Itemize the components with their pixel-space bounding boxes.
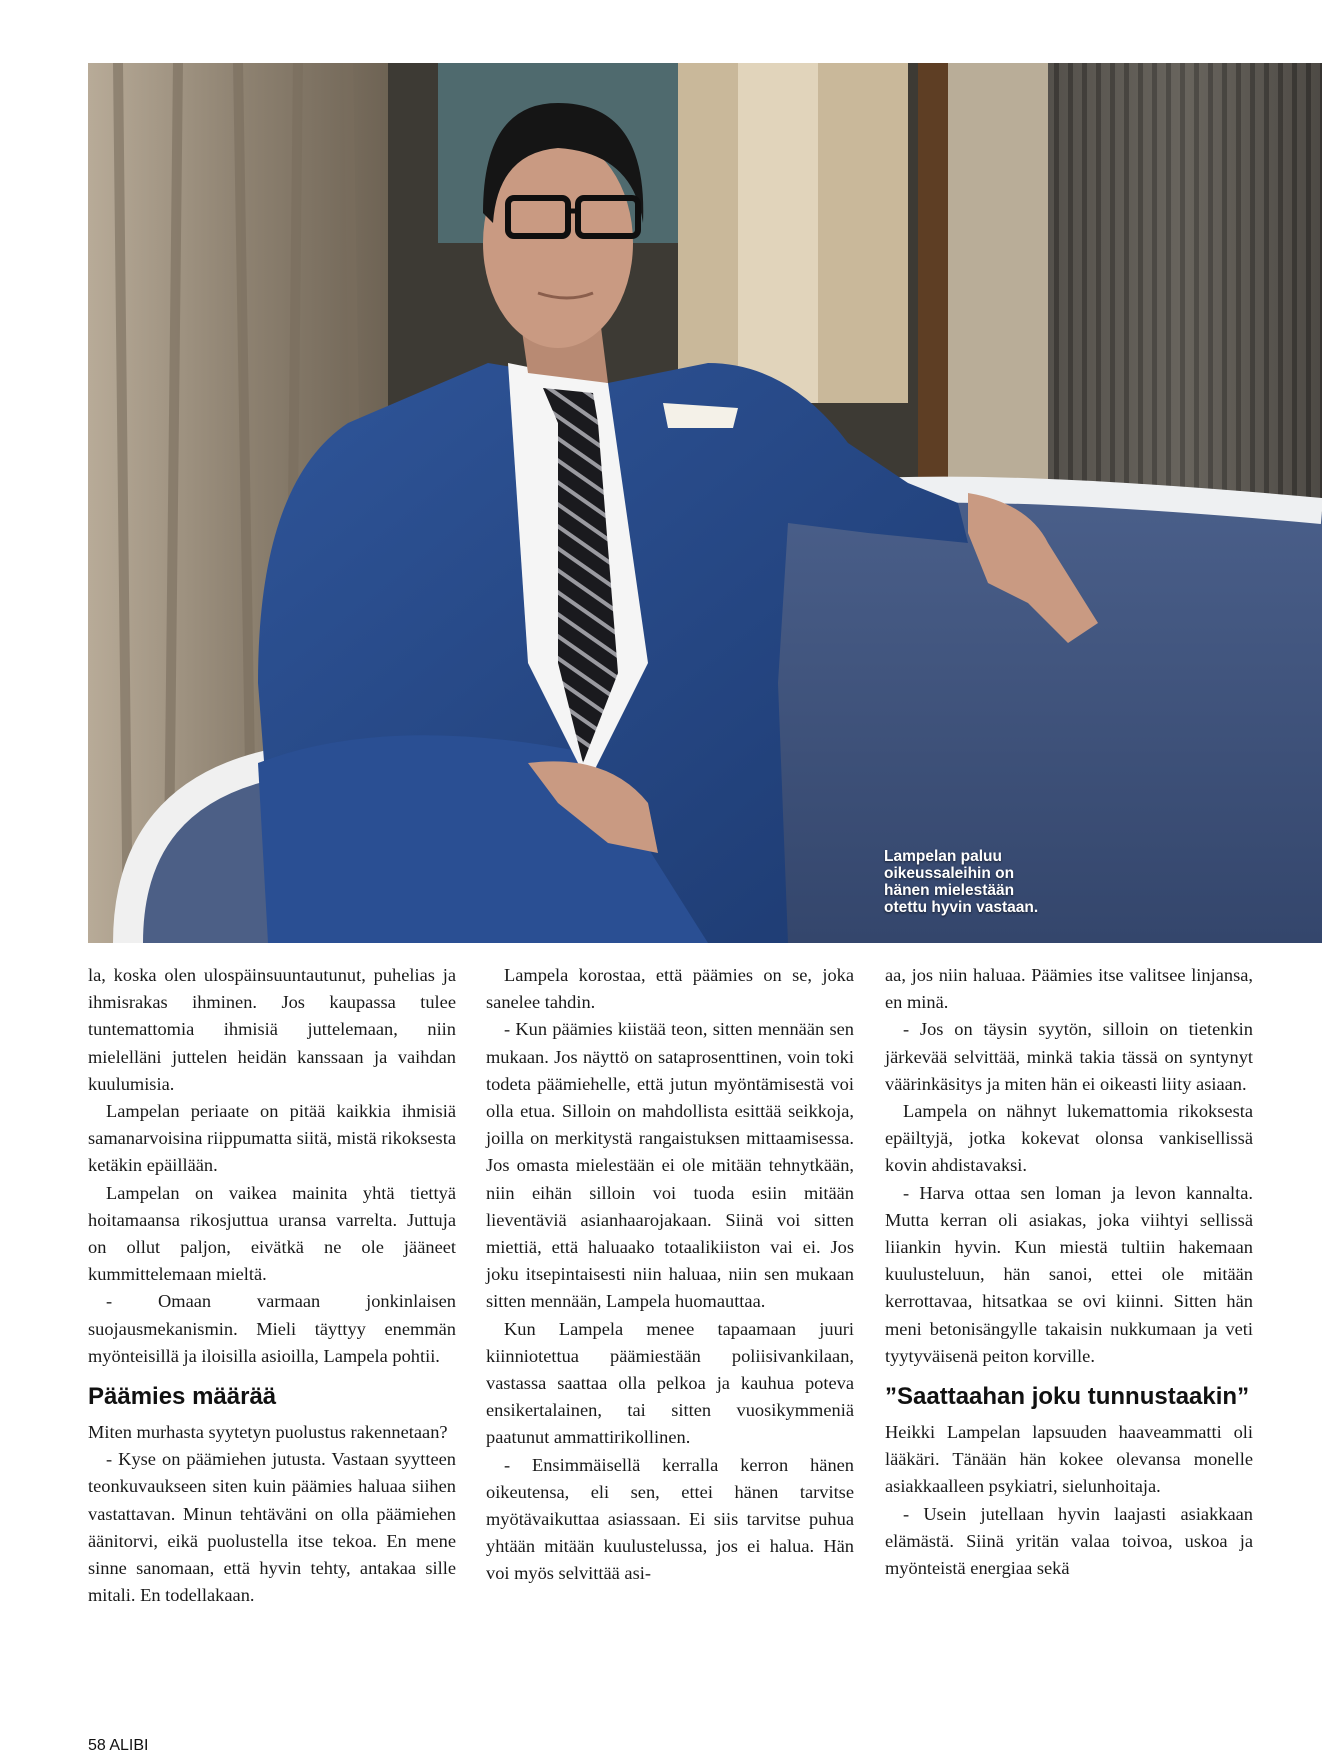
caption-line: oikeussaleihin on bbox=[884, 865, 1015, 882]
caption-line: otettu hyvin vastaan. bbox=[884, 899, 1039, 916]
text-column-1 bbox=[88, 962, 456, 1609]
text-column-3 bbox=[885, 962, 1253, 1582]
paragraph: la, koska olen ulospäinsuuntautunut, puhelias ja ihmisrakas ihminen. Jos kaupassa tulee tuntemattomia ihmisiä juttelemaan, niin mielelläni juttelen heidän kanssaan ja vaihdan kuulumisia. bbox=[88, 965, 456, 1094]
paragraph: Heikki Lampelan lapsuuden haaveammatti oli lääkäri. Tänään hän kokee olevansa monelle asiakkaalleen psykiatri, sielunhoitaja. bbox=[885, 1422, 1253, 1497]
caption-line: hänen mielestään bbox=[884, 882, 1015, 899]
paragraph: Lampela on nähnyt lukemattomia rikoksesta epäiltyjä, jotka kokevat olonsa vankisellissä kovin ahdistavaksi. bbox=[885, 1101, 1253, 1176]
paragraph: - Jos on täysin syytön, silloin on tietenkin järkevää selvittää, minkä takia tässä on syntynyt väärinkäsitys ja miten hän ei oikeasti liity asiaan. bbox=[885, 1019, 1253, 1094]
paragraph: - Harva ottaa sen loman ja levon kannalta. Mutta kerran oli asiakas, joka viihtyi sellissä liiankin hyvin. Kun miestä tultiin hakemaan kuulusteluun, hän sanoi, ettei ole mitään kerrottavaa, hitsatkaa se ovi kiinni. Sitten hän meni betonisängylle takaisin nukkumaan ja veti tyytyväisenä peiton korville. bbox=[885, 1182, 1253, 1366]
paragraph: Lampelan periaate on pitää kaikkia ihmisiä samanarvoisina riippumatta siitä, mistä rikoksesta ketäkin epäillään. bbox=[88, 1101, 456, 1176]
paragraph: Lampelan on vaikea mainita yhtä tiettyä hoitamaansa rikosjuttua uransa varrelta. Juttuja on ollut paljon, eivätkä ne ole jääneet kummittelemaan mieltä. bbox=[88, 1182, 456, 1285]
paragraph: - Kyse on päämiehen jutusta. Vastaan syytteen teonkuvaukseen siten kuin päämies haluaa siihen vastattavan. Minun tehtäväni on olla päämiehen äänitorvi, eikä puolustella itse tekoa. En mene sinne sanomaan, että hyvin tehty, antakaa sille mitali. En todellakaan. bbox=[88, 1449, 456, 1606]
portrait-illustration bbox=[88, 63, 1322, 943]
paragraph: Miten murhasta syytetyn puolustus rakennetaan? bbox=[88, 1422, 448, 1443]
paragraph: - Usein jutellaan hyvin laajasti asiakkaan elämästä. Siinä yritän valaa toivoa, uskoa ja myönteistä energiaa sekä bbox=[885, 1503, 1253, 1579]
paragraph: - Kun päämies kiistää teon, sitten mennään sen mukaan. Jos näyttö on sataprosenttinen, voin toki todeta päämiehelle, että jutun myöntämisestä voi olla etua. Silloin on mahdollista esittää seikkoja, joilla on merkitystä rangaistuksen mittaamisessa. Jos omasta mielestään ei ole mitään tehnytkään, niin eihän silloin voi tuoda esiin mitään lieventäviä asianhaarojakaan. Siinä voi sitten miettiä, että haluaako totaalikiiston vai ei. Jos joku itsepintaisesti niin haluaa, niin sen mukaan sitten mennään, Lampela huomauttaa. bbox=[486, 1019, 854, 1312]
photo-caption bbox=[884, 848, 1124, 916]
paragraph: aa, jos niin haluaa. Päämies itse valitsee linjansa, en minä. bbox=[885, 965, 1253, 1013]
text-column-2 bbox=[486, 962, 854, 1588]
article-photo bbox=[88, 63, 1322, 943]
paragraph: Lampela korostaa, että päämies on se, joka sanelee tahdin. bbox=[486, 965, 854, 1013]
paragraph: - Ensimmäisellä kerralla kerron hänen oikeutensa, eli sen, ettei hänen tarvitse myötävaikuttaa asiassaan. Ei siis tarvitse puhua yhtään mitään kuulustelussa, jos ei halua. Hän voi myös selvittää asi- bbox=[486, 1454, 854, 1584]
section-heading: ”Saattaahan joku tunnustaakin” bbox=[885, 1383, 1250, 1411]
section-heading: Päämies määrää bbox=[88, 1383, 277, 1411]
caption-line: Lampelan paluu bbox=[884, 848, 1002, 865]
paragraph: - Omaan varmaan jonkinlaisen suojausmekanismin. Mieli täyttyy enemmän myönteisillä ja iloisilla asioilla, Lampela pohtii. bbox=[88, 1291, 456, 1366]
page-number: 58 ALIBI bbox=[88, 1737, 149, 1754]
paragraph: Kun Lampela menee tapaamaan juuri kiinniotettua päämiestään poliisivankilaan, vastassa saattaa olla pelkoa ja kauhua poteva ensikertalainen, tai sitten vuosikymmeniä paatunut ammattirikollinen. bbox=[486, 1318, 854, 1448]
